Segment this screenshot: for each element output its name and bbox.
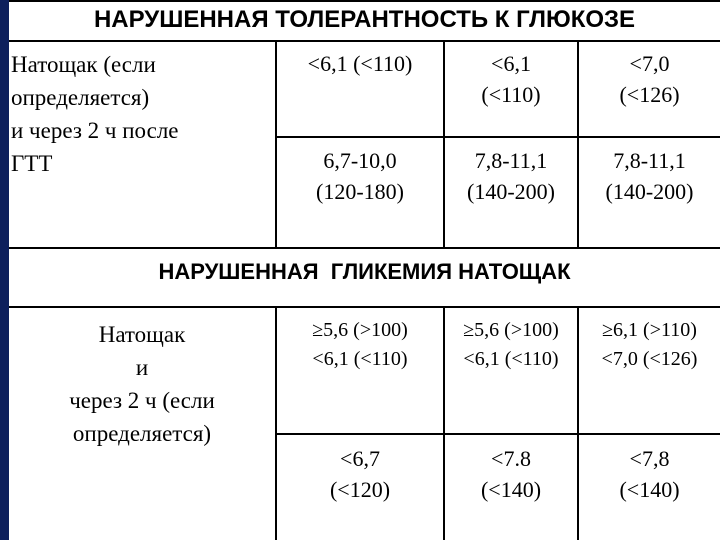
- value-line: ≥5,6 (>100): [463, 319, 559, 341]
- s1-2h-col3: [579, 145, 720, 207]
- value-line: 7,8-11,1: [474, 148, 548, 173]
- row-label-line: и: [135, 355, 149, 380]
- row-label-line: определяется): [72, 421, 212, 446]
- s2-2h-col3: [579, 443, 720, 505]
- row-label-line: определяется): [11, 85, 150, 110]
- s1-2h-col2: [445, 145, 577, 207]
- value-line: (<140): [480, 477, 542, 502]
- s1-2h-col1: [277, 145, 443, 207]
- s2-2h-col1: [277, 443, 443, 505]
- s2-fasting-col3: [579, 316, 720, 374]
- section1-bottom-divider: [9, 247, 720, 249]
- row-label-line: и через 2 ч после: [11, 118, 179, 143]
- s2-2h-col2: [445, 443, 577, 505]
- section2-mid-divider: [275, 433, 720, 435]
- value-line: <6,1: [491, 51, 531, 76]
- value-line: <6,1 (<110): [307, 51, 413, 76]
- section2-title: НАРУШЕННАЯ ГЛИКЕМИЯ НАТОЩАК: [158, 259, 571, 284]
- s1-fasting-col3: [579, 48, 720, 110]
- section2-row-label: [9, 318, 275, 450]
- title2-divider: [9, 306, 720, 308]
- value-line: <7,8: [629, 446, 670, 471]
- value-line: (<126): [619, 82, 680, 107]
- value-line: <6,1 (<110): [312, 348, 408, 370]
- s1-fasting-col2: [445, 48, 577, 110]
- table-top-border: [9, 0, 720, 2]
- value-line: <6,7: [340, 446, 380, 471]
- value-line: ≥5,6 (>100): [312, 319, 408, 341]
- value-line: (<110): [481, 82, 541, 107]
- glucose-criteria-table: [9, 0, 720, 540]
- slide-accent-bar: [0, 0, 9, 540]
- value-line: <6,1 (<110): [463, 348, 559, 370]
- section1-row-label: [11, 48, 179, 180]
- value-line: <7,0: [629, 51, 670, 76]
- row-label-line: Натощак (если: [11, 52, 156, 77]
- s2-fasting-col2: [445, 316, 577, 374]
- value-line: 7,8-11,1: [613, 148, 686, 173]
- value-line: <7.8: [491, 446, 531, 471]
- row-label-line: Натощак: [98, 322, 186, 347]
- value-line: 6,7-10,0: [323, 148, 397, 173]
- row-label-line: через 2 ч (если: [69, 388, 215, 413]
- s2-fasting-col1: [277, 316, 443, 374]
- section1-title: НАРУШЕННАЯ ТОЛЕРАНТНОСТЬ К ГЛЮКОЗЕ: [93, 6, 636, 33]
- row-label-line: ГТТ: [11, 151, 53, 176]
- section1-mid-divider: [275, 136, 720, 138]
- value-line: (120-180): [316, 179, 404, 204]
- value-line: (140-200): [605, 179, 694, 204]
- value-line: <7,0 (<126): [601, 348, 698, 370]
- value-line: (<120): [329, 477, 391, 502]
- value-line: (140-200): [467, 179, 555, 204]
- s1-fasting-col1: [277, 48, 443, 79]
- value-line: ≥6,1 (>110): [602, 319, 697, 341]
- value-line: (<140): [619, 477, 680, 502]
- title1-divider: [9, 40, 720, 42]
